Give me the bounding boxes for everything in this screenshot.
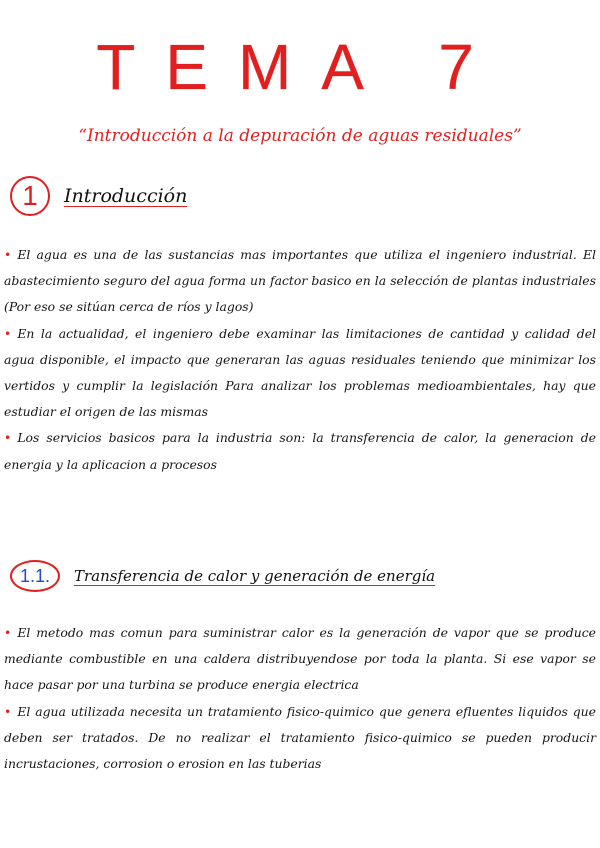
section-1-number: 1 [10,176,50,216]
list-item [4,321,596,426]
bullet-text: El agua utilizada necesita un tratamiento fisico-quimico que genera efluentes liquidos que deben ser tratados. De no realizar el tratamiento fisico-quimico se pueden producir incrustaciones, corrosion o erosion en las tuberias [4,703,596,772]
list-item [4,620,596,699]
bullet-icon: • [4,247,12,262]
section-1-1-number: 1.1. [10,560,60,592]
page-title: TEMA 7 [96,31,504,103]
section-1-1-body [4,620,596,777]
section-1-1-title: Transferencia de calor y generación de energía [74,567,436,585]
bullet-text: El metodo mas comun para suministrar calor es la generación de vapor que se produce mediante combustible en una caldera distribuyendose por toda la planta. Si ese vapor se hace pasar por una turbina se produce energia electrica [4,625,596,693]
bullet-text: Los servicios basicos para la industria son: la transferencia de calor, la generacion de energia y la aplicacion a procesos [4,430,596,472]
bullet-icon: • [4,703,12,719]
bullet-text: El agua es una de las sustancias mas importantes que utiliza el ingeniero industrial. El abastecimiento seguro del agua forma un factor basico en la selección de plantas industriales (Por eso se sitúan cerca de ríos y lagos) [4,247,596,315]
section-1-body [4,242,596,478]
bullet-icon: • [4,430,12,446]
section-1-heading [10,176,187,216]
section-1-title: Introducción [64,185,188,207]
bullet-icon: • [4,625,12,640]
page-subtitle: “Introducción a la depuración de aguas residuales” [78,126,522,146]
list-item [4,242,596,321]
list-item [4,699,596,778]
section-1-1-heading [10,560,435,592]
bullet-icon: • [4,325,12,341]
bullet-text: En la actualidad, el ingeniero debe examinar las limitaciones de cantidad y calidad del agua disponible, el impacto que generaran las aguas residuales teniendo que minimizar los vertidos y cumplir la legislación Para analizar los problemas medioambientales, hay que estudiar el origen de las mismas [4,325,596,420]
list-item [4,425,596,477]
